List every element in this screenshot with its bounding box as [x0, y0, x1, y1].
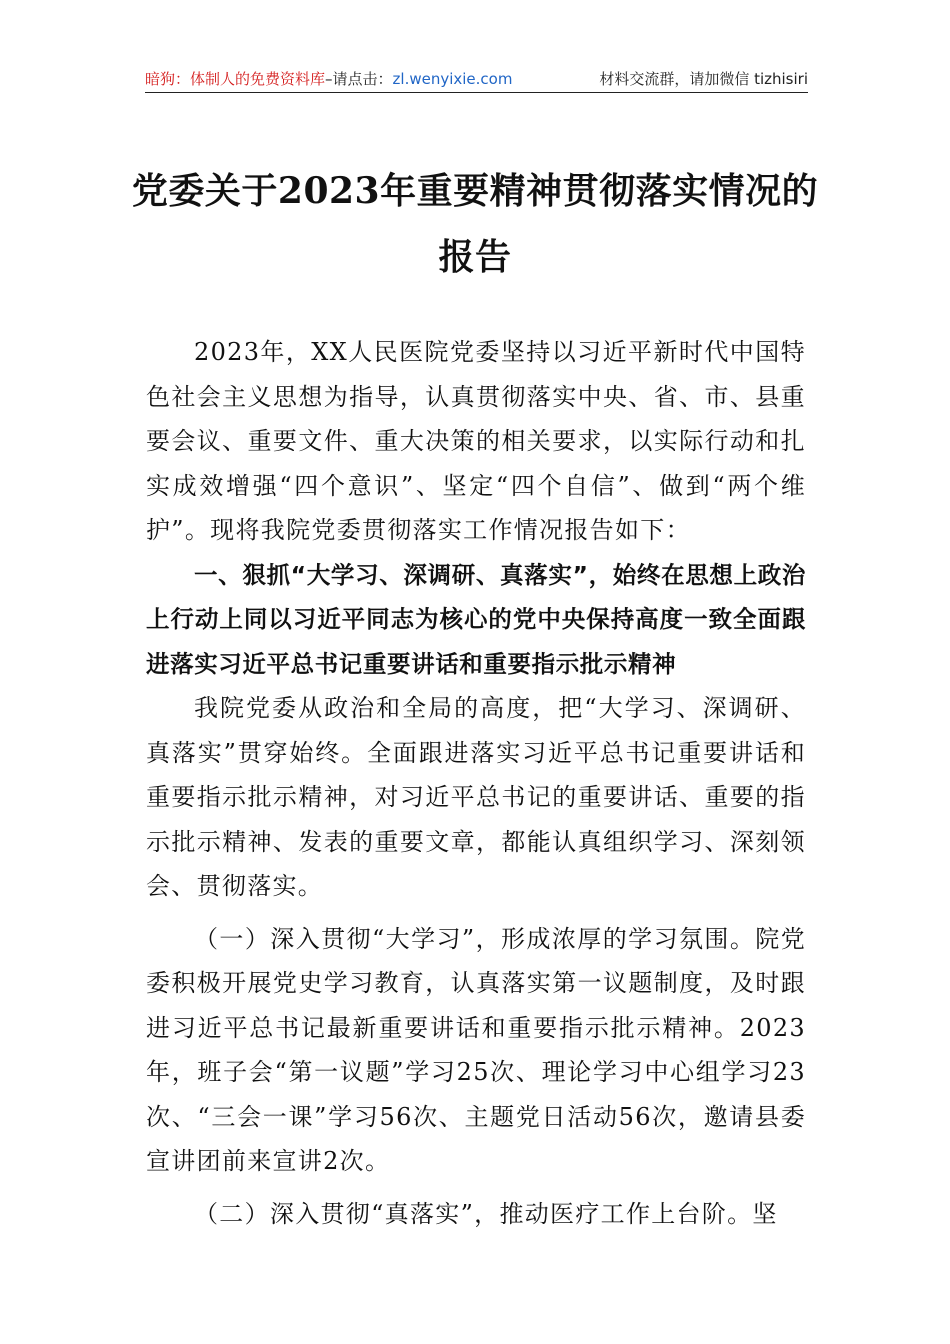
header-link[interactable]: zl.wenyixie.com: [392, 70, 513, 88]
spacer: [146, 1184, 806, 1192]
section-1-body: 我院党委从政治和全局的高度，把“大学习、深调研、真落实”贯穿始终。全面跟进落实习近平总书记重要讲话和重要指示批示精神，对习近平总书记的重要讲话、重要的指示批示精神、发表的重要文章，都能认真组织学习、深刻领会、贯彻落实。: [146, 694, 806, 900]
section-1-heading: 一、狠抓“大学习、深调研、真落实”，始终在思想上政治上行动上同以习近平同志为核心的党中央保持高度一致全面跟进落实习近平总书记重要讲话和重要指示批示精神: [146, 560, 806, 678]
header-click-prefix: –请点击：: [325, 70, 393, 88]
document-body: [146, 330, 806, 1236]
page-header: [145, 66, 808, 93]
document-title: 党委关于2023年重要精神贯彻落实情况的报告: [131, 170, 819, 278]
intro-paragraph: 2023年，XX人民医院党委坚持以习近平新时代中国特色社会主义思想为指导，认真贯彻落实中央、省、市、县重要会议、重要文件、重大决策的相关要求，以实际行动和扎实成效增强“四个意识”、坚定“四个自信”、做到“两个维护”。现将我院党委贯彻落实工作情况报告如下：: [146, 338, 806, 544]
header-brand: 暗狗：体制人的免费资料库: [145, 70, 326, 88]
subsection-1-paragraph: （一）深入贯彻“大学习”，形成浓厚的学习氛围。院党委积极开展党史学习教育，认真落实第一议题制度，及时跟进习近平总书记最新重要讲话和重要指示批示精神。2023年，班子会“第一议题”学习25次、理论学习中心组学习23次、“三会一课”学习56次、主题党日活动56次，邀请县委宣讲团前来宣讲2次。: [146, 924, 806, 1175]
header-contact: 材料交流群，请加微信 tizhisiri: [599, 70, 808, 88]
spacer: [146, 909, 806, 917]
header-left: [145, 66, 512, 92]
subsection-2-paragraph: （二）深入贯彻“真落实”，推动医疗工作上台阶。坚: [194, 1199, 778, 1228]
